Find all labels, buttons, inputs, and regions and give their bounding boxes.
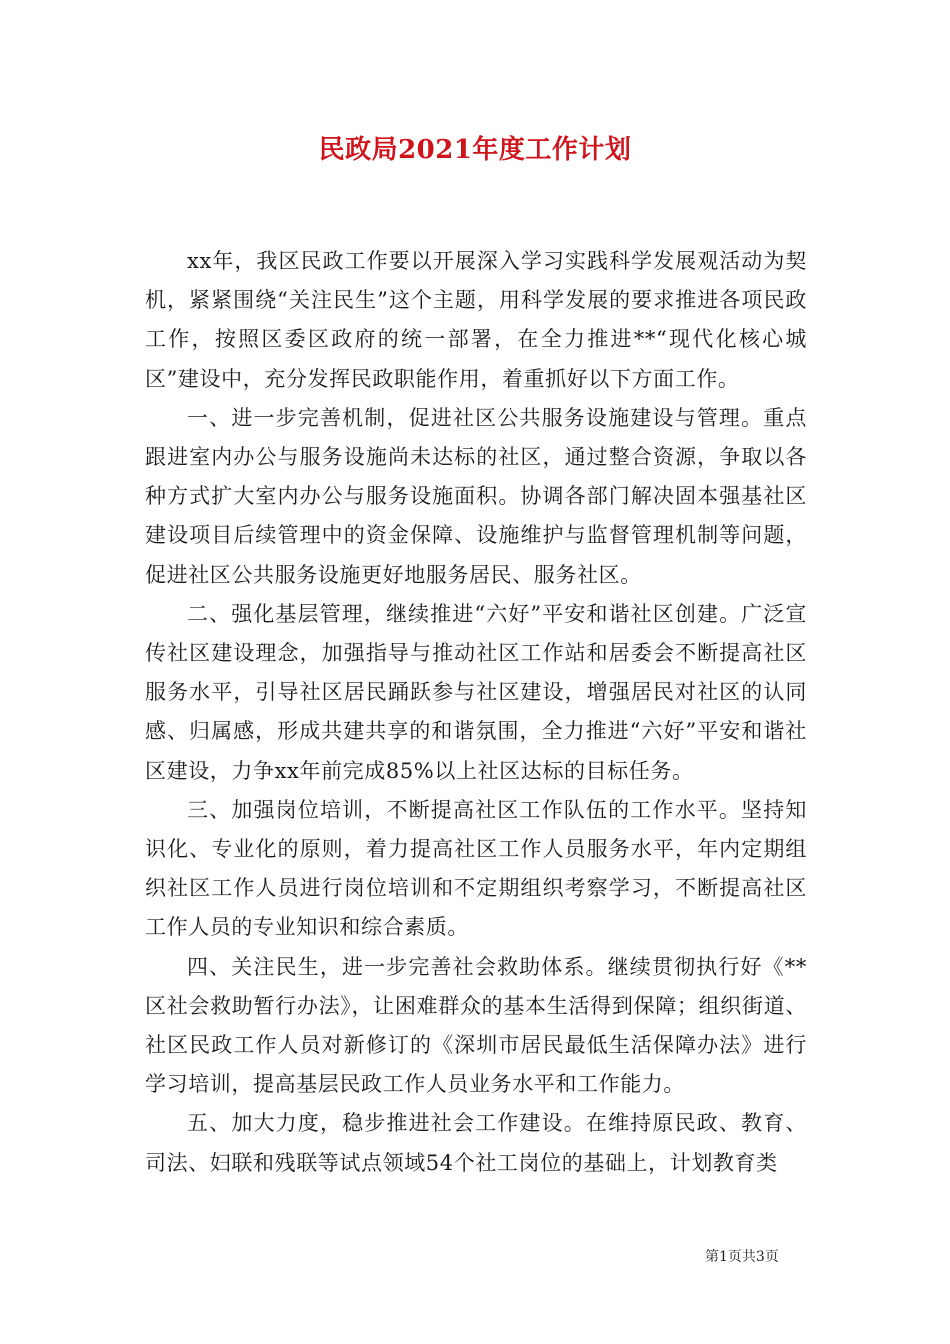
paragraph-section-3: 三、加强岗位培训，不断提高社区工作队伍的工作水平。坚持知识化、专业化的原则，着力提高社区工作人员服务水平，年内定期组织社区工作人员进行岗位培训和不定期组织考察学习，不断提高社区工作人员的专业知识和综合素质。	[145, 797, 807, 940]
paragraph-section-5: 五、加大力度，稳步推进社会工作建设。在维持原民政、教育、司法、妇联和残联等试点领域54个社工岗位的基础上，计划教育类	[145, 1111, 807, 1175]
document-title: 民政局2021年度工作计划	[318, 135, 632, 165]
document-body	[145, 242, 807, 1183]
page-number: 第1页共3页	[705, 1249, 779, 1265]
paragraph-section-4: 四、关注民生，进一步完善社会救助体系。继续贯彻执行好《**区社会救助暂行办法》，让困难群众的基本生活得到保障；组织街道、社区民政工作人员对新修订的《深圳市居民最低生活保障办法》进行学习培训，提高基层民政工作人员业务水平和工作能力。	[145, 954, 807, 1097]
paragraph-section-1: 一、进一步完善机制，促进社区公共服务设施建设与管理。重点跟进室内办公与服务设施尚未达标的社区，通过整合资源，争取以各种方式扩大室内办公与服务设施面积。协调各部门解决固本强基社区建设项目后续管理中的资金保障、设施维护与监督管理机制等问题，促进社区公共服务设施更好地服务居民、服务社区。	[145, 405, 807, 587]
paragraph-intro: xx年，我区民政工作要以开展深入学习实践科学发展观活动为契机，紧紧围绕“关注民生”这个主题，用科学发展的要求推进各项民政工作，按照区委区政府的统一部署，在全力推进**“现代化核心城区”建设中，充分发挥民政职能作用，着重抓好以下方面工作。	[145, 249, 807, 391]
paragraph-section-2: 二、强化基层管理，继续推进“六好”平安和谐社区创建。广泛宣传社区建设理念，加强指导与推动社区工作站和居委会不断提高社区服务水平，引导社区居民踊跃参与社区建设，增强居民对社区的认同感、归属感，形成共建共享的和谐氛围，全力推进“六好”平安和谐社区建设，力争xx年前完成85%以上社区达标的目标任务。	[145, 601, 807, 783]
